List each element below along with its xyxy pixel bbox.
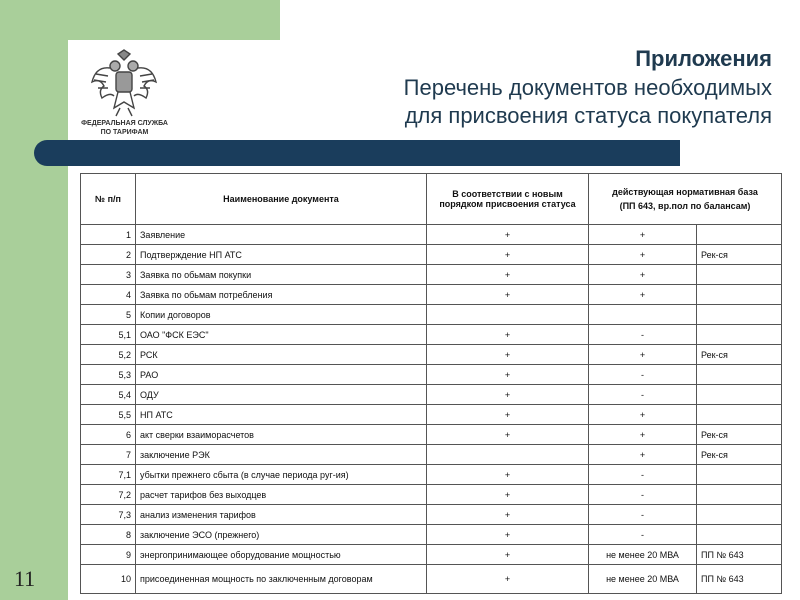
header-num: № п/п xyxy=(81,174,136,225)
row-name: РСК xyxy=(136,345,427,365)
row-note xyxy=(697,525,782,545)
slide-title xyxy=(404,44,772,130)
row-current-base: - xyxy=(589,505,697,525)
header-current-base xyxy=(589,174,782,225)
row-name: заключение ЭСО (прежнего) xyxy=(136,525,427,545)
row-note xyxy=(697,225,782,245)
row-num: 7,3 xyxy=(81,505,136,525)
row-num: 7 xyxy=(81,445,136,465)
logo-line-1: ФЕДЕРАЛЬНАЯ СЛУЖБА xyxy=(81,120,168,127)
row-num: 2 xyxy=(81,245,136,265)
row-current-base xyxy=(589,305,697,325)
row-new-order: + xyxy=(427,505,589,525)
row-num: 5 xyxy=(81,305,136,325)
row-note: ПП № 643 xyxy=(697,545,782,565)
table-row xyxy=(81,405,782,425)
row-num: 4 xyxy=(81,285,136,305)
row-current-base: + xyxy=(589,405,697,425)
row-note xyxy=(697,285,782,305)
row-note: Рек-ся xyxy=(697,245,782,265)
title-subtitle-1: Перечень документов необходимых xyxy=(403,75,772,100)
row-new-order: + xyxy=(427,345,589,365)
row-new-order: + xyxy=(427,265,589,285)
logo-line-2: ПО ТАРИФАМ xyxy=(100,129,149,136)
documents-table xyxy=(80,173,782,594)
table-row xyxy=(81,485,782,505)
row-new-order: + xyxy=(427,325,589,345)
row-note xyxy=(697,405,782,425)
row-new-order: + xyxy=(427,545,589,565)
table-row xyxy=(81,385,782,405)
table-row xyxy=(81,445,782,465)
row-current-base: + xyxy=(589,425,697,445)
row-current-base: + xyxy=(589,225,697,245)
slide-number: 11 xyxy=(14,566,36,591)
title-subtitle-2: для присвоения статуса покупателя xyxy=(404,103,772,128)
row-name: Копии договоров xyxy=(136,305,427,325)
row-num: 5,2 xyxy=(81,345,136,365)
row-current-base: + xyxy=(589,245,697,265)
table-row xyxy=(81,365,782,385)
table-row xyxy=(81,305,782,325)
header-name: Наименование документа xyxy=(136,174,427,225)
row-new-order: + xyxy=(427,245,589,265)
row-note: Рек-ся xyxy=(697,425,782,445)
header-current-base-line2: (ПП 643, вр.пол по балансам) xyxy=(619,201,751,211)
row-name: ОДУ xyxy=(136,385,427,405)
row-num: 5,5 xyxy=(81,405,136,425)
row-name: ОАО "ФСК ЕЭС" xyxy=(136,325,427,345)
row-name: заключение РЭК xyxy=(136,445,427,465)
row-note: Рек-ся xyxy=(697,345,782,365)
table-row xyxy=(81,225,782,245)
row-note xyxy=(697,365,782,385)
table-row xyxy=(81,465,782,485)
row-new-order: + xyxy=(427,285,589,305)
row-current-base: - xyxy=(589,365,697,385)
row-new-order: + xyxy=(427,485,589,505)
row-new-order: + xyxy=(427,365,589,385)
row-note: Рек-ся xyxy=(697,445,782,465)
header-current-base-line1: действующая нормативная база xyxy=(612,187,758,197)
row-num: 8 xyxy=(81,525,136,545)
table-row xyxy=(81,285,782,305)
row-current-base: - xyxy=(589,325,697,345)
row-new-order: + xyxy=(427,385,589,405)
row-current-base: не менее 20 МВА xyxy=(589,545,697,565)
row-note xyxy=(697,325,782,345)
row-new-order: + xyxy=(427,405,589,425)
row-num: 6 xyxy=(81,425,136,445)
table-row xyxy=(81,525,782,545)
table-row xyxy=(81,565,782,594)
row-note xyxy=(697,265,782,285)
row-new-order: + xyxy=(427,465,589,485)
table-row xyxy=(81,505,782,525)
row-current-base: + xyxy=(589,345,697,365)
row-current-base: + xyxy=(589,285,697,305)
row-note: ПП № 643 xyxy=(697,565,782,594)
row-name: РАО xyxy=(136,365,427,385)
row-num: 5,3 xyxy=(81,365,136,385)
row-current-base: - xyxy=(589,465,697,485)
table-row xyxy=(81,265,782,285)
background-green-top xyxy=(0,0,280,40)
row-num: 3 xyxy=(81,265,136,285)
table-row xyxy=(81,345,782,365)
row-num: 10 xyxy=(81,565,136,594)
table-row xyxy=(81,425,782,445)
table-row xyxy=(81,545,782,565)
row-note xyxy=(697,385,782,405)
row-name: Заявка по обьмам потребления xyxy=(136,285,427,305)
row-num: 1 xyxy=(81,225,136,245)
row-current-base: - xyxy=(589,385,697,405)
header-new-order: В соответствии с новым порядком присвоения статуса xyxy=(427,174,589,225)
row-num: 7,2 xyxy=(81,485,136,505)
row-name: Подтверждение НП АТС xyxy=(136,245,427,265)
background-green-left xyxy=(0,0,68,600)
row-note xyxy=(697,465,782,485)
row-name: расчет тарифов без выходцев xyxy=(136,485,427,505)
row-note xyxy=(697,485,782,505)
row-note xyxy=(697,505,782,525)
row-note xyxy=(697,305,782,325)
row-name: акт сверки взаиморасчетов xyxy=(136,425,427,445)
row-current-base: - xyxy=(589,485,697,505)
row-name: энергопринимающее оборудование мощностью xyxy=(136,545,427,565)
row-current-base: не менее 20 МВА xyxy=(589,565,697,594)
row-new-order: + xyxy=(427,425,589,445)
row-new-order: + xyxy=(427,225,589,245)
row-name: анализ изменения тарифов xyxy=(136,505,427,525)
logo-text xyxy=(68,119,181,137)
row-name: Заявка по обьмам покупки xyxy=(136,265,427,285)
fst-logo xyxy=(68,40,181,145)
row-name: убытки прежнего сбыта (в случае периода руг-ия) xyxy=(136,465,427,485)
double-headed-eagle-icon xyxy=(88,46,160,118)
row-new-order: + xyxy=(427,565,589,594)
table-row xyxy=(81,245,782,265)
table-row xyxy=(81,325,782,345)
row-current-base: + xyxy=(589,265,697,285)
title-heading: Приложения xyxy=(635,46,772,71)
title-divider-bar xyxy=(34,140,680,166)
row-num: 9 xyxy=(81,545,136,565)
row-num: 5,4 xyxy=(81,385,136,405)
table-header-row xyxy=(81,174,782,225)
row-current-base: - xyxy=(589,525,697,545)
row-new-order xyxy=(427,445,589,465)
row-current-base: + xyxy=(589,445,697,465)
row-new-order: + xyxy=(427,525,589,545)
row-num: 7,1 xyxy=(81,465,136,485)
row-new-order xyxy=(427,305,589,325)
row-num: 5,1 xyxy=(81,325,136,345)
row-name: НП АТС xyxy=(136,405,427,425)
row-name: Заявление xyxy=(136,225,427,245)
row-name: присоединенная мощность по заключенным договорам xyxy=(136,565,427,594)
